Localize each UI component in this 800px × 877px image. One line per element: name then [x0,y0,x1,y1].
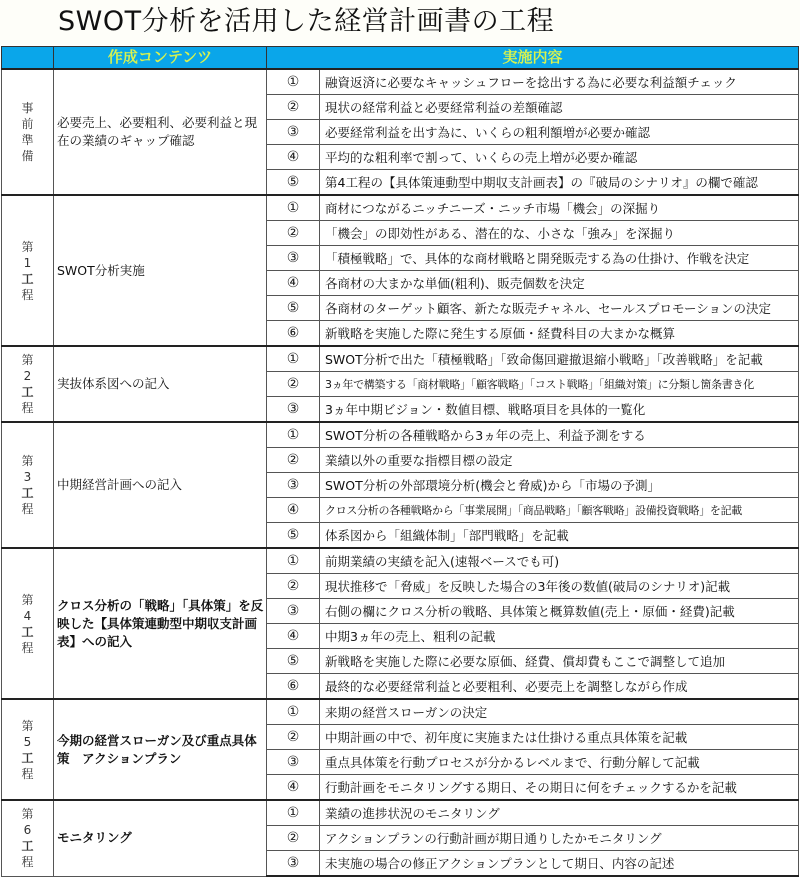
step-label [2,346,54,422]
item-detail: 第4工程の【具体策連動型中期収支計画表】の『破局のシナリオ』の欄で確認 [320,170,799,196]
step-label-char: 程 [21,401,34,415]
item-number: ② [267,574,320,599]
item-number: ③ [267,397,320,423]
item-number: ③ [267,750,320,775]
item-number: ⑥ [267,674,320,700]
item-number: ① [267,800,320,826]
item-detail: 最終的な必要経常利益と必要粗利、必要売上を調整しながら作成 [320,674,799,700]
step-label-char: 程 [21,640,34,655]
item-detail: 来期の経営スローガンの決定 [320,699,799,725]
item-number: ② [267,725,320,750]
item-detail: 新戦略を実施した際に必要な原価、経費、償却費もここで調整して追加 [320,649,799,674]
step-label-char: 程 [21,766,34,781]
header-step [2,47,54,70]
table-row [2,422,799,448]
header-detail: 実施内容 [267,47,799,70]
table-row [2,699,799,725]
item-detail: 現状推移で「脅威」を反映した場合の3年後の数値(破局のシナリオ)記載 [320,574,799,599]
content-cell: SWOT分析実施 [54,195,267,346]
item-number: ④ [267,271,320,296]
step-label-char: 工 [21,486,34,500]
item-number: ⑤ [267,649,320,674]
item-detail: 右側の欄にクロス分析の戦略、具体策と概算数値(売上・原価・経費)記載 [320,599,799,624]
step-label-char: 3 [23,470,32,484]
content-cell: モニタリング [54,800,267,876]
item-number: ⑥ [267,321,320,347]
step-label-char: 備 [21,149,34,163]
item-number: ② [267,448,320,473]
step-label-char: 5 [23,734,32,749]
item-number: ① [267,699,320,725]
step-label-char: 工 [21,385,34,399]
item-detail: 商材につながるニッチニーズ・ニッチ市場「機会」の深掘り [320,195,799,221]
step-label [2,699,54,800]
step-label-char: 準 [21,133,34,147]
table-row [2,195,799,221]
item-detail: 融資返済に必要なキャッシュフローを捻出する為に必要な利益額チェック [320,69,799,95]
item-detail: 行動計画をモニタリングする期日、その期日に何をチェックするかを記載 [320,775,799,801]
step-label-char: 2 [23,369,32,383]
step-label [2,800,54,876]
item-number: ① [267,69,320,95]
content-cell: 中期経営計画への記入 [54,422,267,548]
item-number: ④ [267,624,320,649]
item-detail: 中期3ヵ年の売上、粗利の記載 [320,624,799,649]
content-cell: クロス分析の「戦略」「具体策」を反映した【具体策連動型中期収支計画表】への記入 [54,548,267,699]
step-label-char: 工 [21,750,34,765]
step-label-char: 第 [21,807,34,822]
page-title: SWOT分析を活用した経営計画書の工程 [58,6,555,37]
step-label-char: 1 [23,255,32,270]
item-number: ⑤ [267,523,320,549]
item-number: ② [267,221,320,246]
item-number: ① [267,346,320,372]
content-cell: 必要売上、必要粗利、必要利益と現在の業績のギャップ確認 [54,69,267,195]
item-detail: アクションプランの行動計画が期日通りしたかモニタリング [320,826,799,851]
table-body [2,69,799,876]
content-cell: 実抜体系図への記入 [54,346,267,422]
step-label [2,548,54,699]
step-label-char: 事 [21,101,34,115]
item-number: ① [267,422,320,448]
step-label-char: 第 [21,718,34,733]
step-label [2,422,54,548]
item-number: ④ [267,775,320,801]
table-row [2,548,799,574]
step-label [2,69,54,195]
item-detail: 重点具体策を行動プロセスが分かるレベルまで、行動分解して記載 [320,750,799,775]
item-number: ③ [267,120,320,145]
step-label-char: 第 [21,592,34,607]
header-content: 作成コンテンツ [54,47,267,70]
item-detail: SWOT分析の各種戦略から3ヵ年の売上、利益予測をする [320,422,799,448]
item-detail: 平均的な粗利率で割って、いくらの売上増が必要か確認 [320,145,799,170]
item-number: ② [267,95,320,120]
item-number: ① [267,195,320,221]
item-number: ① [267,548,320,574]
item-detail: 3ヵ年中期ビジョン・数値目標、戦略項目を具体的一覧化 [320,397,799,423]
step-label [2,195,54,346]
item-number: ③ [267,473,320,498]
item-detail: SWOT分析の外部環境分析(機会と脅威)から「市場の予測」 [320,473,799,498]
table-header-row [2,47,799,70]
item-detail: 3ヵ年で構築する「商材戦略」「顧客戦略」「コスト戦略」「組織対策」に分類し箇条書き化 [320,372,799,397]
step-label-char: 前 [21,117,34,131]
step-label-char: 工 [21,271,34,286]
item-detail: 「積極戦略」で、具体的な商材戦略と開発販売する為の仕掛け、作戦を決定 [320,246,799,271]
item-number: ② [267,372,320,397]
item-detail: 各商材の大まかな単価(粗利)、販売個数を決定 [320,271,799,296]
table-row [2,346,799,372]
item-detail: 「機会」の即効性がある、潜在的な、小さな「強み」を深掘り [320,221,799,246]
title-bar [0,0,800,45]
item-detail: 業績以外の重要な指標目標の設定 [320,448,799,473]
item-number: ⑤ [267,170,320,196]
item-number: ③ [267,851,320,877]
step-label-char: 工 [21,624,34,639]
item-detail: 新戦略を実施した際に発生する原価・経費科目の大まかな概算 [320,321,799,347]
item-detail: SWOT分析で出た「積極戦略」「致命傷回避撤退縮小戦略」「改善戦略」を記載 [320,346,799,372]
item-number: ④ [267,145,320,170]
item-detail: 中期計画の中で、初年度に実施または仕掛ける重点具体策を記載 [320,725,799,750]
item-detail: 業績の進捗状況のモニタリング [320,800,799,826]
step-label-char: 6 [23,823,32,838]
step-label-char: 4 [23,608,32,623]
item-detail: クロス分析の各種戦略から「事業展開」「商品戦略」「顧客戦略」設備投資戦略」を記載 [320,498,799,523]
item-detail: 必要経常利益を出す為に、いくらの粗利額増が必要か確認 [320,120,799,145]
item-detail: 現状の経常利益と必要経常利益の差額確認 [320,95,799,120]
step-label-char: 第 [21,239,34,254]
item-number: ⑤ [267,296,320,321]
item-number: ② [267,826,320,851]
item-number: ③ [267,246,320,271]
item-detail: 各商材のターゲット顧客、新たな販売チャネル、セールスプロモーションの決定 [320,296,799,321]
item-detail: 前期業績の実績を記入(速報ベースでも可) [320,548,799,574]
item-number: ③ [267,599,320,624]
step-label-char: 第 [21,353,34,367]
step-label-char: 程 [21,855,34,870]
item-number: ④ [267,498,320,523]
item-detail: 未実施の場合の修正アクションプランとして期日、内容の記述 [320,851,799,877]
item-detail: 体系図から「組織体制」「部門戦略」を記載 [320,523,799,549]
table-row [2,69,799,95]
step-label-char: 程 [21,502,34,516]
process-table [1,46,799,877]
table-row [2,800,799,826]
content-cell: 今期の経営スローガン及び重点具体策 アクションプラン [54,699,267,800]
step-label-char: 程 [21,287,34,302]
step-label-char: 工 [21,839,34,854]
step-label-char: 第 [21,454,34,468]
